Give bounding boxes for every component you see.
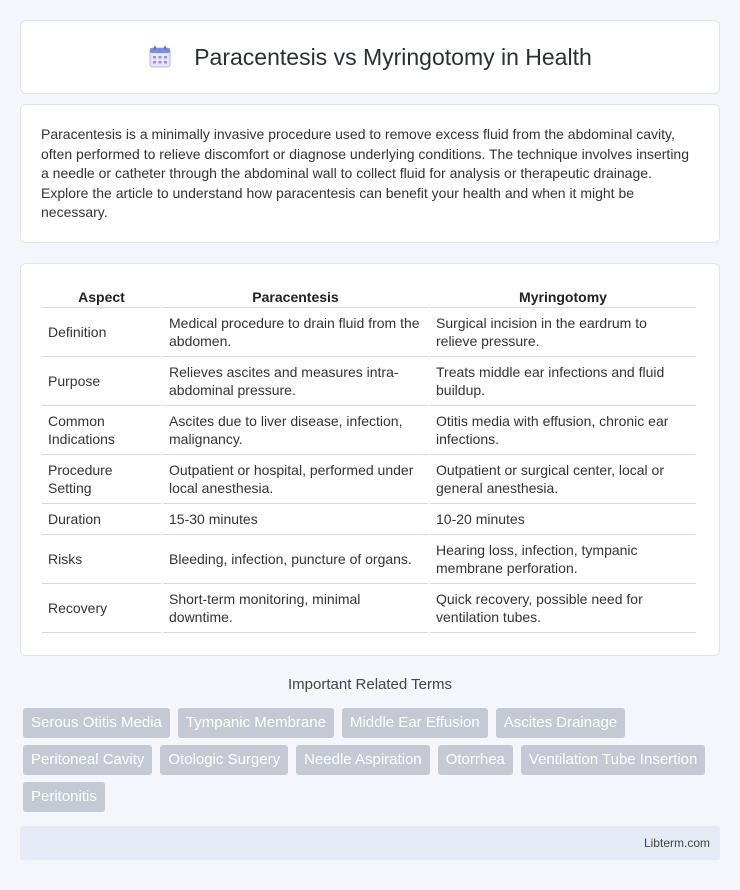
table-cell-paracentesis: Relieves ascites and measures intra-abdominal pressure. bbox=[163, 357, 428, 406]
intro-paragraph: Paracentesis is a minimally invasive procedure used to remove excess fluid from the abdominal cavity, often performed to relieve discomfort or diagnose underlying conditions. The technique involves inserting a needle or catheter through the abdominal wall to collect fluid for analysis or therapeutic drainage. Explore the article to understand how paracentesis can benefit your health and when it might be necessary. bbox=[41, 126, 689, 220]
related-term-tag[interactable]: Ventilation Tube Insertion bbox=[521, 745, 705, 775]
related-term-tag[interactable]: Otologic Surgery bbox=[160, 745, 288, 775]
related-term-tag[interactable]: Peritonitis bbox=[23, 782, 105, 812]
table-row bbox=[42, 584, 696, 633]
footer bbox=[20, 826, 720, 860]
related-term-tag[interactable]: Otorrhea bbox=[438, 745, 513, 775]
table-header-row bbox=[42, 284, 696, 308]
table-cell-myringotomy: Treats middle ear infections and fluid buildup. bbox=[430, 357, 696, 406]
table-cell-paracentesis: Ascites due to liver disease, infection, malignancy. bbox=[163, 406, 428, 455]
table-row bbox=[42, 535, 696, 584]
table-row bbox=[42, 357, 696, 406]
table-cell-aspect: Common Indications bbox=[42, 406, 161, 455]
related-term-tag[interactable]: Middle Ear Effusion bbox=[342, 708, 488, 738]
related-term-tag[interactable]: Peritoneal Cavity bbox=[23, 745, 152, 775]
table-cell-paracentesis: Outpatient or hospital, performed under local anesthesia. bbox=[163, 455, 428, 504]
table-cell-aspect: Procedure Setting bbox=[42, 455, 161, 504]
related-term-tag[interactable]: Needle Aspiration bbox=[296, 745, 430, 775]
page-title: Paracentesis vs Myringotomy in Health bbox=[194, 43, 592, 70]
table-cell-paracentesis: 15-30 minutes bbox=[163, 504, 428, 535]
related-term-tag[interactable]: Tympanic Membrane bbox=[178, 708, 334, 738]
related-terms-list bbox=[23, 708, 723, 812]
related-terms-heading: Important Related Terms bbox=[288, 676, 452, 693]
comparison-table bbox=[40, 284, 698, 633]
table-cell-aspect: Risks bbox=[42, 535, 161, 584]
table-cell-paracentesis: Medical procedure to drain fluid from the abdomen. bbox=[163, 308, 428, 357]
footer-site-link[interactable]: Libterm.com bbox=[643, 836, 710, 850]
table-cell-myringotomy: 10-20 minutes bbox=[430, 504, 696, 535]
comparison-card bbox=[20, 263, 720, 656]
table-row bbox=[42, 308, 696, 357]
column-header-aspect: Aspect bbox=[42, 284, 161, 308]
intro-card bbox=[20, 104, 720, 243]
table-row bbox=[42, 406, 696, 455]
header-card bbox=[20, 20, 720, 94]
related-term-tag[interactable]: Ascites Drainage bbox=[496, 708, 625, 738]
column-header-paracentesis: Paracentesis bbox=[163, 284, 428, 308]
table-cell-myringotomy: Outpatient or surgical center, local or general anesthesia. bbox=[430, 455, 696, 504]
table-row bbox=[42, 455, 696, 504]
calendar-icon bbox=[148, 45, 172, 69]
table-row bbox=[42, 504, 696, 535]
column-header-myringotomy: Myringotomy bbox=[430, 284, 696, 308]
table-cell-myringotomy: Surgical incision in the eardrum to relieve pressure. bbox=[430, 308, 696, 357]
table-cell-aspect: Purpose bbox=[42, 357, 161, 406]
related-term-tag[interactable]: Serous Otitis Media bbox=[23, 708, 170, 738]
table-cell-aspect: Duration bbox=[42, 504, 161, 535]
table-cell-myringotomy: Hearing loss, infection, tympanic membrane perforation. bbox=[430, 535, 696, 584]
table-cell-aspect: Definition bbox=[42, 308, 161, 357]
table-cell-paracentesis: Bleeding, infection, puncture of organs. bbox=[163, 535, 428, 584]
table-cell-aspect: Recovery bbox=[42, 584, 161, 633]
table-cell-myringotomy: Quick recovery, possible need for ventilation tubes. bbox=[430, 584, 696, 633]
table-cell-myringotomy: Otitis media with effusion, chronic ear infections. bbox=[430, 406, 696, 455]
table-cell-paracentesis: Short-term monitoring, minimal downtime. bbox=[163, 584, 428, 633]
